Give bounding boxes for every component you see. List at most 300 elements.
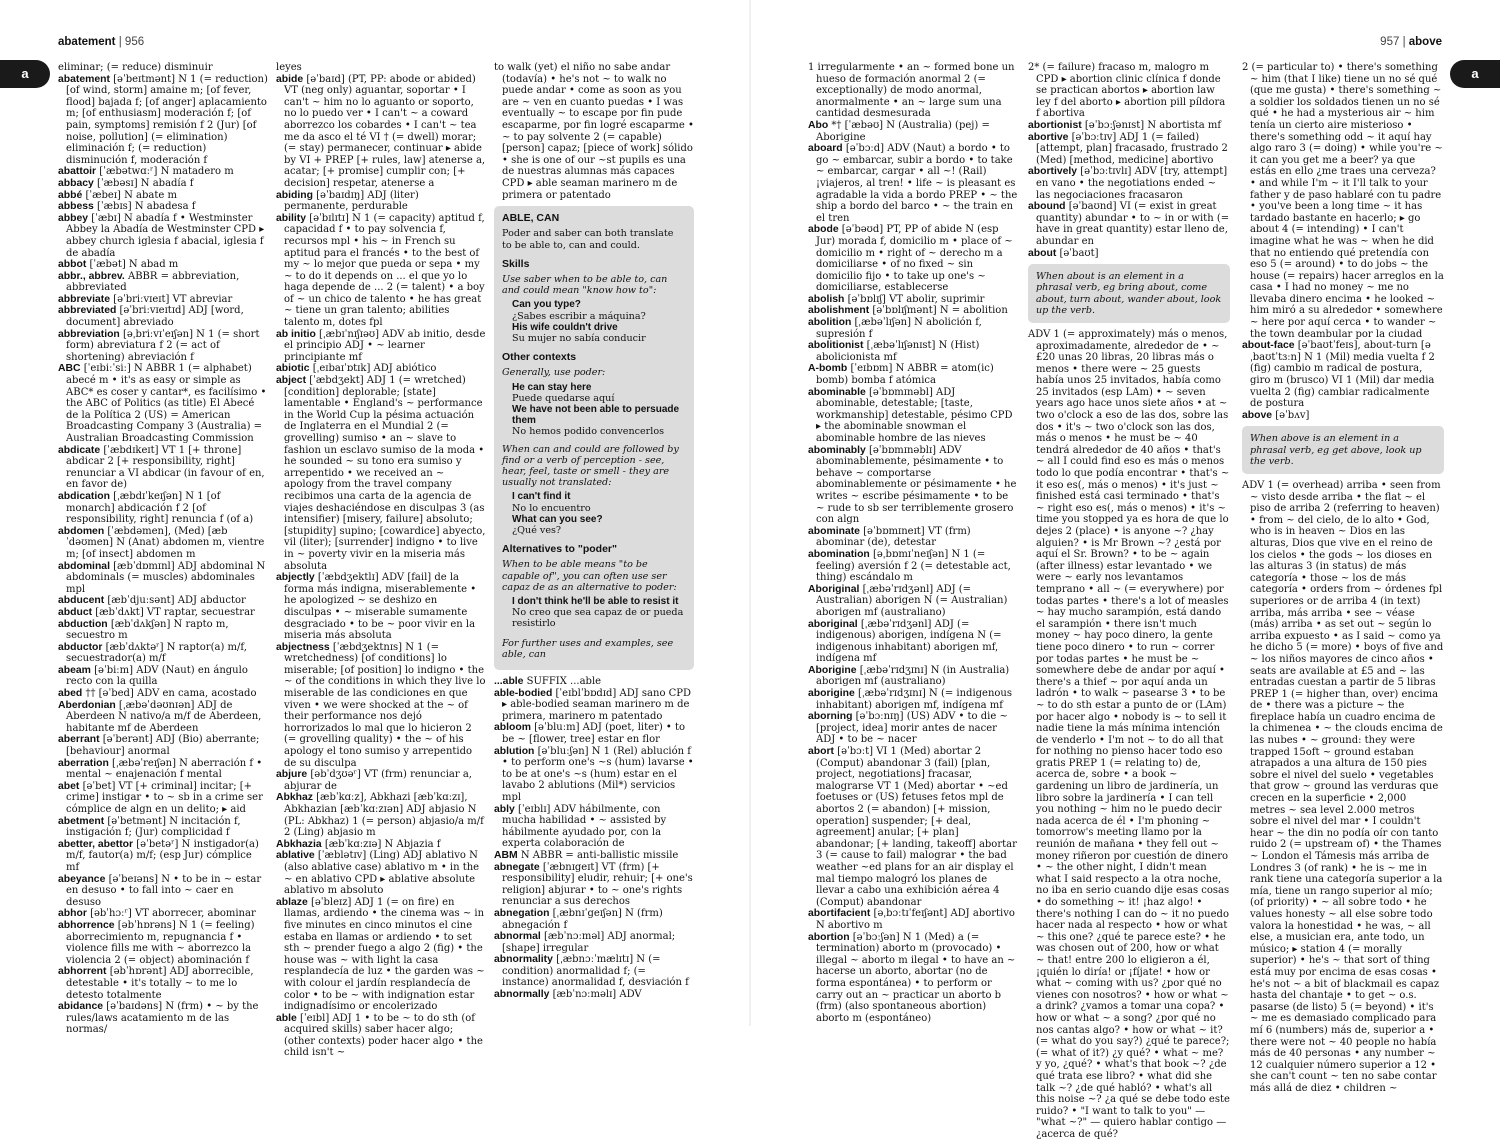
headword: abolishment — [808, 305, 870, 317]
headword: abjure — [276, 769, 308, 781]
entry-body: [əˈbɔːtɪv] ADJ 1 (= failed) [attempt, plan] fracasado, frustrado 2 (Med) [method, medicine] abortivo — [1036, 131, 1228, 166]
entry-body: [æbˈnɔːməl] ADJ anormal; [shape] irregular — [502, 931, 676, 954]
usage-note: Generally, use poder: — [502, 367, 606, 379]
usage-example-en: He can stay here — [512, 381, 592, 393]
dictionary-entry — [808, 386, 1018, 445]
headword: abolitionist — [808, 340, 864, 352]
dictionary-entry — [494, 907, 694, 931]
headword: ab initio — [276, 328, 316, 340]
dictionary-entry — [808, 688, 1018, 711]
entry-body: [əˈbaɪdɪŋ] ADJ (liter) permanente, perdurable — [284, 189, 419, 213]
usage-example-en: I don't think he'll be able to resist it — [512, 596, 679, 608]
headword: abeam — [58, 664, 91, 676]
dictionary-entry — [58, 595, 268, 607]
dictionary-entry — [276, 896, 486, 1013]
dictionary-entry — [58, 838, 268, 874]
left-page-number: 956 — [124, 36, 145, 48]
entry-body: [əˌbɒmɪˈneɪʃən] N 1 (= feeling) aversión f 2 (= detestable act, thing) escándalo m — [816, 548, 1011, 584]
entry-body: [əˈbetmənt] N incitación f, instigación f; (Jur) complicidad f — [66, 815, 241, 839]
dictionary-entry — [276, 769, 486, 792]
entry-body: 1 irregularmente • an ~ formed bone un hueso de formación anormal 2 (= exceptionally) de modo anormal, anormalmente • an ~ large sum una cantidad desmesurada — [808, 62, 1015, 120]
right-page — [750, 0, 1500, 1140]
headword: abed — [58, 688, 83, 700]
dictionary-entry — [58, 560, 268, 596]
headword: abdication — [58, 490, 110, 502]
headword: abductor — [58, 641, 103, 653]
entry-body: [ˈæbdʒektnɪs] N 1 (= wretchedness) [of conditions] lo miserable; [of position] lo indigno • the ~ of the conditions in which they live lo miserable de las condiciones en que viven • we were shocked at the ~ of their performance nos dejó horrorizados lo mal que lo hicieron 2 (= grovelling quality) • the ~ of his apology el tono sumiso y arrepentido de su disculpa — [284, 641, 486, 769]
entry-body: [əˈbəʊd] PT, PP of abide N (esp Jur) morada f, domicilio m • place of ~ domicilio m • right of ~ derecho m a domiciliarse • of no fixed ~ sin domicilio fijo • to take up one's ~ domiciliarse, establecerse — [816, 224, 1013, 294]
usage-note: Use saber when to be able to, can and could mean "know how to": — [502, 273, 668, 297]
headword: abbé — [58, 189, 83, 201]
dictionary-entry — [58, 525, 268, 561]
left-header-word: abatement — [58, 36, 116, 48]
usage-example-es: No hemos podido convencerlos — [512, 426, 665, 438]
dictionary-entry — [1028, 247, 1230, 260]
headword: abide — [276, 73, 304, 85]
headword: abode — [808, 224, 839, 236]
entry-body: [ˌæbɪˈnɪʃɪəʊ] ADV ab initio, desde el principio ADJ • ~ learner principiante mf — [284, 328, 486, 363]
right-thumb-tab[interactable]: a — [1450, 60, 1500, 88]
dictionary-entry — [494, 954, 694, 989]
dictionary-entry — [1242, 62, 1444, 340]
right-page-number: 957 — [1380, 36, 1400, 48]
dictionary-entry — [58, 606, 268, 619]
usage-example-en: We have not been able to persuade them — [512, 403, 680, 427]
dictionary-entry — [276, 328, 486, 364]
dictionary-entry — [808, 525, 1018, 549]
right-header-word: above — [1408, 36, 1442, 48]
entry-body: SUFFIX ...able — [526, 676, 602, 688]
headword: abominable — [808, 386, 866, 398]
entry-body: [ˈæbɪ] N abadía f • Westminster Abbey la Abadía de Westminster CPD ▸ abbey church iglesia f abacial, iglesia f de abadía — [66, 212, 265, 259]
entry-body: [əbˈhɒrənt] ADJ aborrecible, detestable • it's totally ~ to me lo detesto totalmente — [66, 966, 254, 1001]
dictionary-entry — [276, 572, 486, 642]
headword: ABM — [494, 849, 518, 861]
entry-body: [əˈbriːvɪeɪt] VT abreviar — [113, 293, 233, 305]
dictionary-entry — [494, 931, 694, 954]
usage-note: When to be able means "to be capable of", you can often use ser capaz de as an alternative to poder: — [502, 559, 677, 593]
entry-body: [ˈæbdɪkeɪt] VT 1 [+ throne] abdicar 2 [+ responsibility, right] renunciar a VI abdicar (in favour of en, en favor de) — [66, 444, 265, 491]
right-column-1 — [808, 62, 1018, 1024]
headword: abject — [276, 375, 307, 387]
headword: Aberdonian — [58, 699, 116, 711]
entry-body: [əbˈhɔːʳ] VT aborrecer, abominar — [90, 908, 256, 920]
headword: abhor — [58, 908, 87, 920]
headword: abnormally — [494, 989, 550, 1001]
entry-body: [ˈæbnɪgeɪt] VT (frm) [+ responsibility] eludir, rehuir; [+ one's religion] abjurar • to ~ one's rights renunciar a sus derechos — [502, 861, 693, 908]
dictionary-entry — [58, 328, 268, 364]
headword: able — [276, 1012, 297, 1024]
entry-body: [æbˈdʌkʃən] N rapto m, secuestro m — [66, 618, 229, 642]
dictionary-entry — [1028, 62, 1230, 120]
entry-body: [əˈbaɪdəns] N (frm) • ~ by the rules/laws acatamiento m de las normas/ — [66, 1001, 259, 1036]
dictionary-entry — [58, 966, 268, 1001]
dictionary-entry — [808, 746, 1018, 908]
dictionary-entry — [494, 989, 694, 1001]
entry-body: [əˈbɪlɪtɪ] N 1 (= capacity) aptitud f, capacidad f • to pay solvencia f, recursos mpl • his ~ in French su aptitud para el francés • to the best of my ~ lo mejor que pueda or sepa • my ~ to do it depends on ... el que yo lo haga depende de ... 2 (= talent) • a boy of ~ un chico de talento • he has great ~ tiene un gran talento; abilities talento m, dotes fpl — [284, 212, 485, 329]
dictionary-entry — [58, 293, 268, 306]
usage-footer: For further uses and examples, see able, can — [502, 637, 674, 660]
entry-body: [əˈbɒmɪnəblɪ] ADV abominablemente, pésimamente • to behave ~ comportarse abominablemente or pésimamente • he writes ~ escribe pésimamente • to be ~ rude to sb ser terriblemente grosero con algn — [816, 444, 1017, 526]
usage-box-able-can — [494, 206, 694, 670]
dictionary-entry — [58, 757, 268, 781]
entry-body: [ˈæbeɪ] N abate m — [85, 189, 177, 201]
entry-body: [əˈbiːm] ADV (Naut) en ángulo recto con la quilla — [66, 664, 248, 688]
headword: able-bodied — [494, 687, 553, 699]
entry-body: N ABBR = anti-ballistic missile — [520, 849, 679, 861]
usage-example-en: I can't find it — [512, 491, 571, 503]
entry-body: [ˌæbdɪˈkeɪʃən] N 1 [of monarch] abdicación f 2 [of responsibility, right] renuncia f (of a) — [66, 490, 254, 526]
dictionary-entry — [276, 62, 486, 74]
headword: abortion — [808, 931, 850, 943]
headword: abattoir — [58, 166, 97, 178]
dictionary-entry — [808, 363, 1018, 387]
dictionary-entry — [276, 212, 486, 329]
entry-body: [ˌeɪbaɪˈɒtɪk] ADJ abiótico — [312, 363, 437, 375]
dictionary-entry — [808, 224, 1018, 294]
dictionary-entry — [58, 270, 268, 294]
headword: abomination — [808, 548, 870, 560]
dictionary-entry — [808, 548, 1018, 584]
above-phrasal-box: When above is an element in a phrasal verb, eg get above, look up the verb. — [1242, 426, 1444, 474]
entry-body: [əˈbɔːtɪvlɪ] ADV [try, attempt] en vano • the negotiations ended ~ las negociaciones fracasaron — [1036, 166, 1228, 201]
usage-section-heading: Other contexts — [502, 351, 577, 364]
entry-body: [ˈæbɪs] N abadesa f — [97, 201, 196, 213]
headword: Abo — [808, 119, 829, 131]
dictionary-entry — [58, 618, 268, 642]
right-column-3 — [1242, 62, 1444, 1094]
entry-body: †† [əˈbed] ADV en cama, acostado — [85, 688, 257, 700]
headword: abbey — [58, 212, 89, 224]
dictionary-entry — [494, 861, 694, 908]
headword: about-face — [1242, 340, 1295, 352]
dictionary-entry — [1028, 119, 1230, 132]
entry-body: [ˈæbəsɪ] N abadía f — [97, 177, 194, 189]
dictionary-entry — [58, 363, 268, 444]
dictionary-entry — [58, 908, 268, 920]
entry-body: [əˈbetəʳ] N instigador(a) m/f, fautor(a) m/f; (esp Jur) cómplice mf — [66, 838, 259, 873]
headword: abbreviation — [58, 328, 120, 340]
dictionary-entry — [276, 1012, 486, 1059]
entry-body: [æbˈdʌkt] VT raptar, secuestrar — [95, 606, 255, 618]
entry-body: [ˈæbdʒekt] ADJ 1 (= wretched) [condition] deplorable; [state] lamentable • England's ~ performance in the World Cup la pésima actuación de Inglaterra en el Mundial 2 (= grovelling) sumiso • an ~ slave to fashion un esclavo sumiso de la moda • he sounded ~ su tono era sumiso y arrepentido • we received an ~ apology from the travel company recibimos una carta de la agencia de viajes deshaciéndose en disculpas 3 (as intensifier) [misery, failure] absoluto; [stupidity] supino; [cowardice] abyecto, vil (liter); [surrender] indigno • to live in ~ poverty vivir en la miseria más absoluta — [284, 375, 486, 572]
entry-body: [ˈeɪbiːˈsiː] N ABBR 1 (= alphabet) abecé m • it's as easy or simple as ABC* es coser y cantar*, es facilísimo • the ABC of Politics (as title) El Abecé de la Política 2 (US) = American Broadcasting Company 3 (Australia) = Australian Broadcasting Commission — [66, 363, 267, 444]
usage-example-en: Can you type? — [512, 299, 581, 311]
dictionary-entry — [1028, 166, 1230, 201]
entry-body: [ˌæbəˈrɪdʒənl] ADJ (= Australian) aborigen N (= Australian) aborigen mf (australiano) — [816, 583, 1008, 618]
headword: abortionist — [1028, 119, 1082, 131]
entry-body: [əˈberənt] ADJ (Bio) aberrante; [behaviour] anormal — [66, 734, 260, 758]
headword: abidance — [58, 1001, 104, 1013]
dictionary-entry — [808, 444, 1018, 526]
dictionary-entry — [808, 317, 1018, 340]
headword: aboriginal — [808, 618, 858, 630]
entry-body: [ˌæbəˈrɪdʒɪnɪ] N (in Australia) aborigen mf (australiano) — [816, 664, 1010, 688]
dictionary-entry — [808, 119, 1018, 143]
entry-body: leyes — [276, 62, 302, 73]
headword: abduct — [58, 606, 93, 618]
entry-body: [əˈbluːm] ADJ (poet, liter) • to be ~ [flower, tree] estar en flor — [502, 722, 686, 745]
headword: Abkhazia — [276, 838, 322, 850]
headword: abiding — [276, 189, 313, 201]
dictionary-entry — [58, 919, 268, 966]
dictionary-entry — [276, 73, 486, 190]
dictionary-entry — [58, 189, 268, 202]
headword: aberrant — [58, 734, 100, 746]
right-column-2 — [1028, 62, 1230, 1140]
headword: A-bomb — [808, 363, 848, 375]
headword: abet — [58, 780, 80, 792]
entry-body: 2 (= particular to) • there's something ~ him (that I like) tiene un no sé qué (que me gusta) • there's something ~ a soldier los soldados tienen un no sé qué • he had a mysterious air ~ him tenía un cierto aire misterioso • there's something odd ~ it aquí hay algo raro 3 (= doing) • while you're ~ it can you get me a beer? ya que estás en ello ¿me traes una cerveza? • and while I'm ~ it I'll talk to your father y de paso hablaré con tu padre • you've been a long time ~ it has tardado bastante en hacerlo; ▸ go about 4 (= intending) • I can't imagine what he was ~ when he did that no entiendo qué pretendía con eso 5 (= around) • to do jobs ~ the house (= repairs) hacer arreglos en la casa • I had no money ~ me no llevaba dinero encima • he looked ~ him miró a su alrededor • somewhere ~ here por aquí cerca • to wander ~ the town deambular por la ciudad — [1242, 62, 1444, 340]
usage-example-es: ¿Sabes escribir a máquina? — [512, 310, 646, 322]
headword: abortifacient — [808, 908, 871, 920]
dictionary-entry — [808, 305, 1018, 317]
headword: aberration — [58, 757, 109, 769]
dictionary-entry — [276, 375, 486, 572]
dictionary-entry — [808, 62, 1018, 120]
usage-example-es: No lo encuentro — [512, 502, 591, 514]
dictionary-entry — [58, 688, 268, 700]
about-phrasal-box: When about is an element in a phrasal verb, eg bring about, come about, turn about, wander about, look up the verb. — [1028, 264, 1230, 323]
dictionary-entry — [58, 780, 268, 816]
dictionary-entry — [808, 143, 1018, 224]
headword: abdomen — [58, 525, 105, 537]
dictionary-entry — [494, 676, 694, 688]
dictionary-entry — [58, 815, 268, 839]
headword: abominably — [808, 444, 866, 456]
entry-body: [əbˈdʒʊəʳ] VT (frm) renunciar a, abjurar de — [284, 769, 472, 792]
entry-body: [əˈbaʊnd] VI (= exist in great quantity) abundar • to ~ in or with (= have in great quantity) estar lleno de, abundar en — [1036, 201, 1230, 247]
headword: abdicate — [58, 444, 101, 456]
headword: abdominal — [58, 560, 110, 572]
headword: ablution — [494, 745, 535, 757]
usage-section-heading: Alternatives to "poder" — [502, 543, 617, 556]
usage-section-heading: Skills — [502, 257, 530, 270]
dictionary-entry — [494, 62, 694, 201]
dictionary-entry — [276, 850, 486, 897]
dictionary-entry — [276, 792, 486, 839]
headword: aborigine — [808, 688, 855, 700]
headword: abbess — [58, 201, 94, 213]
entry-body: [ˈæblətɪv] (Ling) ADJ ablativo N (also ablative case) ablativo m • in the ~ en ablativo CPD ▸ ablative absolute ablativo m absoluto — [284, 850, 480, 897]
dictionary-entry — [1242, 340, 1444, 410]
dictionary-entry — [276, 838, 486, 851]
left-column-2 — [276, 62, 486, 1059]
dictionary-entry — [808, 908, 1018, 931]
usage-example-es: No creo que sea capaz de or pueda resistirlo — [512, 607, 684, 630]
entry-body: [ˈeɪblɪ] ADV hábilmente, con mucha habilidad • ~ assisted by hábilmente ayudado por, con la experta colaboración de — [502, 803, 667, 850]
about-senses: ADV 1 (= approximately) más o menos, aproximadamente, alrededor de • ~ £20 unas 20 libras, 20 libras más o menos • there were ~ 25 guests había unos 25 invitados, había como 25 invitados (esp LAm) • ~ seven years ago hace unos siete años • at ~ two o'clock a eso de las dos, sobre las dos • it's ~ two o'clock son las dos, más o menos • he must be ~ 40 tendrá alrededor de 40 años • that's ~ all I could find eso es más o menos todo lo que podía encontrar • that's ~ it eso es(, más o menos) • it's just ~ finished está casi terminado • that's ~ right eso es(, más o menos) • it's ~ time you stopped ya es hora de que lo dejes 2 (place) • is anyone ~? ¿hay alguien? • is Mr Brown ~? ¿está por aquí el Sr. Brown? • to be ~ again (after illness) estar levantado • we were ~ early nos levantamos temprano • all ~ (= everywhere) por todas partes • there's a lot of measles ~ hay mucho sarampión, está dando el sarampión • there isn't much money ~ hay poco dinero, la gente tiene poco dinero • to run ~ correr por todas partes • he must be ~ somewhere debe de andar por aquí • there's a thief ~ por aquí anda un ladrón • to walk ~ pasearse 3 • to be ~ to do sth estar a punto de or (LAm) por hacer algo • nobody is ~ to sell it nadie tiene la más mínima intención de venderlo • I'm not ~ to do all that for nothing no pienso hacer todo eso gratis PREP 1 (= relating to) de, acerca de, sobre • a book ~ gardening un libro de jardinería, un libro sobre la jardinería • I can tell you nothing ~ him no le puedo decir nada acerca de él • I'm phoning ~ tomorrow's meeting llamo por la reunión de mañana • they fell out ~ money riñeron por cuestión de dinero • ~ the other night, I didn't mean what I said respecto a la otra noche, no iba en serio cuando dije esas cosas • do something ~ it! ¡haz algo! • there's nothing I can do ~ it no puedo hacer nada al respecto • how or what ~ this one? ¿qué te parece este? • he was chosen out of 200, how or what ~ that! entre 200 lo eligieron a él, ¡quién lo diría! or ¡fíjate! • how or what ~ coming with us? ¿por qué no vienes con nosotros? • how or what ~ a drink? ¿vamos a tomar una copa? • how or what ~ a song? ¿por qué no nos cantas algo? • how or what ~ it? (= what do you say?) ¿qué te parece?; (= what of it?) ¿y qué? • what ~ me? y yo, ¿qué? • what's that book ~? ¿de qué trata ese libro? • what did she talk ~? ¿de qué habló? • what's all this noise ~? ¿a qué se debe todo este ruido? • "I want to talk to you" — "what ~?" — quiero hablar contigo —¿acerca de qué? — [1028, 328, 1230, 1140]
headword: abnormality — [494, 954, 553, 966]
entry-body: *† [ˈæbəʊ] N (Australia) (pej) = Aborigine — [816, 119, 990, 143]
headword: abortive — [1028, 131, 1069, 143]
headword: abominate — [808, 525, 860, 537]
entry-body: [əˌbriːvɪˈeɪʃən] N 1 (= short form) abreviatura f 2 (= act of shortening) abreviación f — [66, 328, 260, 363]
entry-body: [ˌæbəˈrɪdʒɪnɪ] N (= indigenous inhabitant) aborigen mf, indígena mf — [816, 688, 1012, 711]
dictionary-entry — [494, 803, 694, 850]
usage-example-es: Puede quedarse aquí — [512, 392, 615, 404]
dictionary-entry — [494, 687, 694, 723]
dictionary-entry — [808, 583, 1018, 619]
entry-body: [əˈbleɪz] ADJ 1 (= on fire) en llamas, ardiendo • the cinema was ~ in five minutes en cinco minutos el cine estaba en llamas or ardiendo • to set sth ~ prender fuego a algo 2 (fig) • the house was ~ with light la casa resplandecía de luz • the garden was ~ with colour el jardín resplandecía de color • to be ~ with indignation estar indignadísimo or encolerizado — [284, 896, 485, 1013]
dictionary-entry — [808, 931, 1018, 1025]
entry-body: [əˈbeɪtmənt] N 1 (= reduction) [of wind, storm] amaine m; [of fever, flood] bajada f; [of anger] aplacamiento m; [of enthusiasm] moderación f; [of pain, symptoms] remisión f 2 (Jur) [of noise, pollution] (= elimination) eliminación f; (= reduction) disminución f, moderación f — [66, 73, 268, 166]
headword: abjectness — [276, 641, 330, 653]
dictionary-entry — [808, 711, 1018, 746]
entry-body: [ˌæbəˈdəʊnɪən] ADJ de Aberdeen N nativo/a m/f de Aberdeen, habitante mf de Aberdeen — [66, 699, 262, 734]
dictionary-entry — [58, 444, 268, 491]
headword: abloom — [494, 722, 531, 734]
entry-body: [əˈbɒlɪʃ] VT abolir, suprimir — [847, 293, 985, 305]
usage-note: When can and could are followed by find or a verb of perception - see, hear, feel, taste or smell - they are usually not translated: — [502, 443, 679, 489]
headword: Aborigine — [808, 664, 857, 676]
entry-body: [ˈæbdʒektlɪ] ADV [fail] de la forma más indigna, miserablemente • he apologized ~ se deshizo en disculpas • ~ miserable sumamente desgraciado • to be ~ poor vivir en la miseria más absoluta — [284, 572, 477, 642]
entry-body: [ˈeɪblˈbɒdɪd] ADJ sano CPD ▸ able-bodied seaman marinero m de primera, marinero m patentado — [502, 687, 692, 722]
dictionary-entry — [58, 873, 268, 909]
headword: above — [1242, 409, 1273, 421]
dictionary-entry — [58, 734, 268, 758]
entry-body: [ˌæbəˈreɪʃən] N aberración f • mental ~ enajenación f mental — [66, 757, 263, 781]
usage-example-es: ¿Qué ves? — [512, 525, 562, 536]
entry-body: [əˈbɒlɪʃmənt] N = abolition — [872, 305, 1008, 317]
entry-body: [ˈæbətwɑːʳ] N matadero m — [99, 166, 234, 178]
entry-body: [əˌbɔːtɪˈfeɪʃənt] ADJ abortivo N abortivo m — [816, 908, 1015, 931]
entry-body: [əˈbɒmɪnəbl] ADJ abominable, detestable; [taste, workmanship] detestable, pésimo CPD ▸ the abominable snowman el abominable hombre de las nieves — [816, 386, 1013, 444]
dictionary-entry — [58, 166, 268, 178]
left-thumb-tab[interactable]: a — [0, 60, 50, 88]
dictionary-entry — [58, 1001, 268, 1036]
headword: abbot — [58, 259, 87, 271]
entry-body: [ˌæbəˈlɪʃənɪst] N (Hist) abolicionista mf — [816, 340, 980, 363]
above-senses: ADV 1 (= overhead) arriba • seen from ~ visto desde arriba • the flat ~ el piso de arriba 2 (referring to heaven) • from ~ del cielo, de lo alto • God, who is in heaven ~ Dios en las alturas, Dios que vive en el reino de los cielos • the gods ~ los dioses en las alturas 3 (in status) de más categoría • those ~ los de más categoría • orders from ~ órdenes fpl superiores or de arriba 4 (in text) arriba, más arriba • see ~ véase (más) arriba • as set out ~ según lo arriba expuesto • as I said ~ como ya he dicho 5 (= more) • boys of five and ~ los niños mayores de cinco años • seats are available at £5 and ~ las entradas cuestan a partir de 5 libras PREP 1 (= higher than, over) encima de • there was a picture ~ the fireplace había un cuadro encima de la chimenea • ~ the clouds encima de las nubes • ~ ground: they were trapped 15oft ~ ground estaban atrapados a una altura de 150 pies sobre el nivel del suelo • vegetables that grow ~ ground las verduras que crecen en la superficie • 2,000 metres ~ sea level 2.000 metros sobre el nivel del mar • I couldn't hear ~ the din no podía oír con tanto ruido 2 (= upstream of) • the Thames ~ London el Támesis más arriba de Londres 3 (of rank) • he is ~ me in rank tiene una categoría superior a la mía, tiene un rango superior al mío; (of priority) • ~ all sobre todo • he values honesty ~ all else sobre todo valora la honestidad • he was, ~ all else, a musician era, ante todo, un músico; ▸ station 4 (= morally superior) • he's ~ that sort of thing está muy por encima de esas cosas • he's not ~ a bit of blackmail es capaz hasta del chantaje • to get ~ o.s. pasarse (de listo) 5 (= beyond) • it's ~ me es demasiado complicado para mí 6 (numbers) más de, superior a • there were not ~ 40 people no había más de 40 personas • any number ~ 12 cualquier número superior a 12 • she can't count ~ ten no sabe contar más allá de diez • children ~ — [1242, 480, 1444, 1094]
dictionary-entry — [808, 664, 1018, 688]
usage-example-en: His wife couldn't drive — [512, 321, 618, 333]
headword: ablative — [276, 850, 315, 862]
headword: ablaze — [276, 896, 308, 908]
usage-box-intro: Poder and saber can both translate to be able to, can and could. — [502, 228, 674, 251]
dictionary-entry — [58, 664, 268, 688]
entry-body: [æbˈdʌktəʳ] N raptor(a) m/f, secuestrador(a) m/f — [66, 641, 247, 665]
entry-body: [æbˈdjuːsənt] ADJ abductor — [107, 595, 246, 607]
dictionary-entry — [58, 305, 268, 329]
headword: aboard — [808, 143, 843, 155]
entry-body: [ˈeɪbl] ADJ 1 • to be ~ to do sth (of acquired skills) saber hacer algo; (other contexts) poder hacer algo • the child isn't ~ — [284, 1012, 483, 1059]
entry-body: [əˈbaɪd] (PT, PP: abode or abided) VT (neg only) aguantar, soportar • I can't ~ him no lo aguanto or soporto, no lo puedo ver • I can't ~ a coward aborrezco los cobardes • I can't ~ tea me da asco el té VI † (= dwell) morar; (= stay) permanecer, continuar ▸ abide by VI + PREP [+ rules, law] atenerse a, acatar; [+ promise] cumplir con; [+ decision] respetar, atenerse a — [284, 73, 486, 189]
headword: Abkhaz — [276, 792, 313, 804]
headword: abjectly — [276, 572, 315, 584]
headword: abolish — [808, 293, 845, 305]
usage-example-en: What can you see? — [512, 513, 603, 525]
dictionary-entry — [276, 189, 486, 213]
dictionary-entry — [58, 490, 268, 526]
headword: abbreviated — [58, 305, 117, 317]
dictionary-entry — [58, 212, 268, 259]
entry-body: to walk (yet) el niño no sabe andar (todavía) • he's not ~ to walk no puede andar • come as soon as you are ~ ven en cuanto puedas • I was eventually ~ to escape por fin pude escaparme, por fin logré escaparme • ~ to pay solvente 2 (= capable) [person] capaz; [piece of work] sólido • she is one of our ~st pupils es una de nuestras alumnas más capaces CPD ▸ able seaman marinero m de primera or patentado — [494, 62, 694, 201]
entry-body: [əˈbet] VT [+ criminal] incitar; [+ crime] instigar • to ~ sb in a crime ser cómplice de algn en un delito; ▸ aid — [66, 780, 263, 815]
entry-body: [ˌæbnɪˈgeɪʃən] N (frm) abnegación f — [502, 907, 663, 931]
headword: abetter, abettor — [58, 838, 134, 850]
dictionary-entry — [58, 259, 268, 271]
entry-body: [əˈbriːvɪeɪtɪd] ADJ [word, document] abreviado — [66, 305, 244, 329]
headword: abbr., abbrev. — [58, 270, 125, 282]
dictionary-entry — [58, 62, 268, 74]
entry-body: [ˈæbdəmen], (Med) [æbˈdəʊmen] N (Anat) abdomen m, vientre m; [of insect] abdomen m — [66, 525, 265, 560]
left-column-3 — [494, 62, 694, 1010]
dictionary-entry — [58, 641, 268, 665]
dictionary-entry — [494, 745, 694, 804]
headword: abortively — [1028, 166, 1078, 178]
headword: ability — [276, 212, 307, 224]
dictionary-entry — [276, 363, 486, 375]
right-running-head: 957 | above — [1380, 36, 1442, 48]
headword: abort — [808, 746, 834, 758]
headword: abbreviate — [58, 293, 110, 305]
entry-body: [əˈbaʊtˈfeɪs], about-turn [əˌbaʊtˈtɜːn] N 1 (Mil) media vuelta f 2 (fig) cambio m radical de postura, giro m (brusco) VI 1 (Mil) dar media vuelta 2 (fig) cambiar radicalmente de postura — [1250, 340, 1435, 410]
headword: abnegation — [494, 907, 550, 919]
headword: Aboriginal — [808, 583, 860, 595]
dictionary-entry — [808, 618, 1018, 665]
entry-body: [əˈbɔːʃən] N 1 (Med) a (= termination) aborto m (provocado) • illegal ~ aborto m ilegal • to have an ~ hacerse un aborto, abortar (no de forma espontánea) • to perform or carry out an ~ practicar un aborto b (frm) (also spontaneous abortion) aborto m (espontáneo) — [816, 931, 1016, 1024]
dictionary-entry — [58, 73, 268, 167]
left-column-1 — [58, 62, 268, 1036]
headword: abetment — [58, 815, 105, 827]
entry-body: [ˈæbət] N abad m — [89, 259, 179, 271]
entry-body: [əˈbɔːʃənɪst] N abortista mf — [1084, 119, 1222, 131]
usage-box-title: ABLE, CAN — [502, 212, 560, 225]
entry-body: ABBR = abbreviation, abbreviated — [66, 270, 240, 294]
headword: abhorrence — [58, 919, 115, 931]
entry-body: 2* (= failure) fracaso m, malogro m CPD ▸ abortion clinic clínica f donde se practican abortos ▸ abortion law ley f del aborto ▸ abortion pill píldora f abortiva — [1028, 62, 1226, 120]
dictionary-entry — [58, 699, 268, 735]
dictionary-entry — [1242, 409, 1444, 422]
entry-body: [əˈbʌv] — [1275, 409, 1310, 421]
headword: abhorrent — [58, 966, 107, 978]
entry-body: [əˈbɔːt] VI 1 (Med) abortar 2 (Comput) abandonar 3 (fail) [plan, project, negotiations] fracasar, malograrse VT 1 (Med) abortar • ~ed foetuses or (US) fetuses fetos mpl de abortos 2 (= abandon) [+ mission, operation] suspender; [+ deal, agreement] anular; [+ plan] abandonar; [+ landing, takeoff] abortar 3 (= cause to fail) malograr • the bad weather ~ed plans for an air display el mal tiempo malogró los planes de llevar a cabo una exhibición aérea 4 (Comput) abandonar — [816, 746, 1017, 908]
dictionary-entry — [276, 641, 486, 770]
usage-example-es: Su mujer no sabía conducir — [512, 332, 646, 344]
left-page — [0, 0, 750, 1059]
entry-body: [ˌæbəˈrɪdʒənl] ADJ (= indigenous) aborigen, indígena N (= indigenous inhabitant) aborigen mf, indígena mf — [816, 618, 1002, 665]
entry-body: [əˈbluːʃən] N 1 (Rel) ablución f • to perform one's ~s (hum) lavarse • to be at one's ~s (hum) estar en el lavabo 2 ablutions (Mil*) servicios mpl — [502, 745, 694, 803]
dictionary-entry — [58, 201, 268, 213]
entry-body: [əˈbɔːd] ADV (Naut) a bordo • to go ~ embarcar, subir a bordo • to take ~ embarcar, cargar • all ~! (Rail) ¡viajeros, al tren! • life ~ is pleasant es agradable la vida a bordo PREP • ~ the ship a bordo del barco • ~ the train en el tren — [816, 143, 1018, 224]
headword: abolition — [808, 317, 852, 329]
entry-body: [æbˈkɑːz], Abkhazi [æbˈkɑːzɪ], Abkhazian [æbˈkɑːzɪən] ADJ abjasio N (PL: Abkhaz) 1 (= person) abjasio/a m/f 2 (Ling) abjasio m — [284, 792, 484, 839]
entry-body: [əˈbaʊt] — [1059, 247, 1099, 259]
entry-body: [əˈbɔːnɪŋ] (US) ADV • to die ~ [project, idea] morir antes de nacer ADJ • to be ~ nacer — [816, 711, 1008, 746]
headword: abducent — [58, 595, 105, 607]
dictionary-entry — [1028, 201, 1230, 247]
entry-body: [əˈbɒmɪneɪt] VT (frm) abominar (de), detestar — [816, 525, 971, 549]
headword: ...able — [494, 676, 524, 688]
left-running-head: abatement | 956 — [58, 36, 145, 48]
entry-body: [ˌæbəˈlɪʃən] N abolición f, supresión f — [816, 317, 982, 340]
entry-body: eliminar; (= reduce) disminuir — [58, 62, 213, 73]
headword: ably — [494, 803, 515, 815]
headword: abound — [1028, 201, 1066, 213]
headword: abnegate — [494, 861, 540, 873]
entry-body: [əˈbeɪəns] N • to be in ~ estar en desuso • to fall into ~ caer en desuso — [66, 873, 262, 908]
headword: abnormal — [494, 931, 541, 943]
headword: abiotic — [276, 363, 310, 375]
dictionary-entry — [494, 849, 694, 862]
entry-body: [æbˈdɒmɪnl] ADJ abdominal N abdominals (= muscles) abdominales mpl — [66, 560, 266, 595]
dictionary-entry — [1028, 131, 1230, 167]
entry-body: [əbˈhɒrəns] N 1 (= feeling) aborrecimiento m, repugnancia f • violence fills me with ~ aborrezco la violencia 2 (= object) abominación f — [66, 919, 255, 966]
headword: abatement — [58, 73, 110, 85]
dictionary-entry — [808, 293, 1018, 306]
headword: abduction — [58, 618, 108, 630]
